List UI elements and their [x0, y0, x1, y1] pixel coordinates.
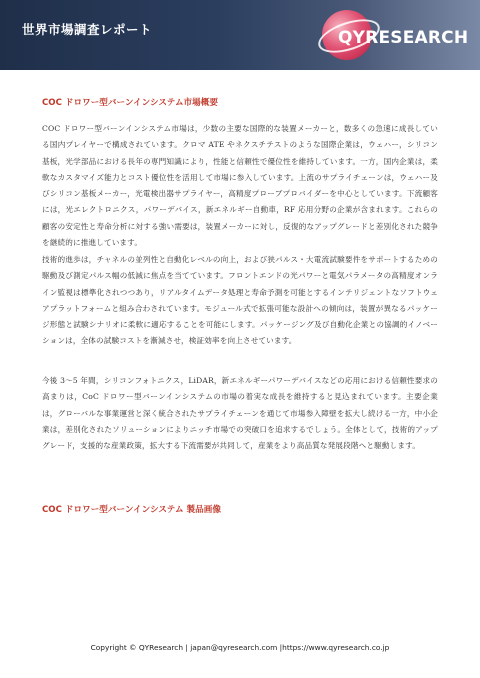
section-title-product-images: COC ドロワー型バーンインシステム 製品画像 — [42, 505, 221, 515]
page-footer-copyright: Copyright © QYResearch | japan@qyresearch.com |https://www.qyresearch.co.jp — [90, 643, 390, 652]
paragraph-market-structure: COC ドロワー型バーンインシステム市場は，少数の主要な国際的な装置メーカーと，数多くの急速に成長している国内プレイヤーで構成されています。クロマ ATE やネクスチテストのような国際企業は，ウェハー，シリコン基板，光学部品における長年の専門知識により，性能と信頼性で優位性を維持しています。一方，国内企業は，柔軟なカスタマイズ能力とコスト優位性を活用して市場に参入しています。上流のサプライチェーンは，ウェハー及びシリコン基板メーカー，光電検出器サプライヤー，高精度プローブプロバイダーを中心としています。下流顧客には，光エレクトロニクス，パワーデバイス，新エネルギー自動車，RF 応用分野の企業が含まれます。これらの顧客の安定性と寿命分析に対する強い需要は，装置メーカーに対し，反復的なアップグレードと差別化された競争を継続的に推進しています。 — [42, 124, 438, 248]
paragraph-technology-trends: 技術的進歩は，チャネルの並列性と自動化レベルの向上，および狭パルス・大電流試験要件をサポートするための駆動及び測定パルス幅の低減に焦点を当てています。フロントエンドの光パワーと電気パラメータの高精度オンライン監視は標準化されつつあり，リアルタイムデータ処理と寿命予測を可能とするインテリジェントなソフトウェアプラットフォームと組み合わされています。モジュール式で拡張可能な設計への傾向は，装置が異なるパッケージ形態と試験シナリオに柔軟に適応することを可能にします。パッケージング及び自動化企業との協調的イノベーションは，全体の試験コストを漸減させ，検証効率を向上させています。 — [42, 255, 438, 346]
logo-text: QYRESEARCH — [338, 28, 469, 48]
report-header-title: 世界市場調査レポート — [22, 22, 153, 37]
qyresearch-logo — [316, 8, 469, 62]
report-header — [0, 0, 480, 70]
paragraph-outlook: 今後 3～5 年間，シリコンフォトニクス，LiDAR，新エネルギーパワーデバイスなどの応用における信頼性要求の高まりは，CoC ドロワー型バーンインシステムの市場の着実な成長を維持すると見込まれています。主要企業は，グローバルな事業運営と深く統合されたサプライチェーンを通じて市場参入障壁を拡大し続ける一方，中小企業は，差別化されたソリューションによりニッチ市場での突破口を追求するでしょう。全体として，技術的アップグレード，支援的な産業政策，拡大する下流需要が共同して，産業をより高品質な発展段階へと駆動します。 — [42, 376, 438, 451]
section-title-market-overview: COC ドロワー型バーンインシステム市場概要 — [42, 98, 218, 108]
